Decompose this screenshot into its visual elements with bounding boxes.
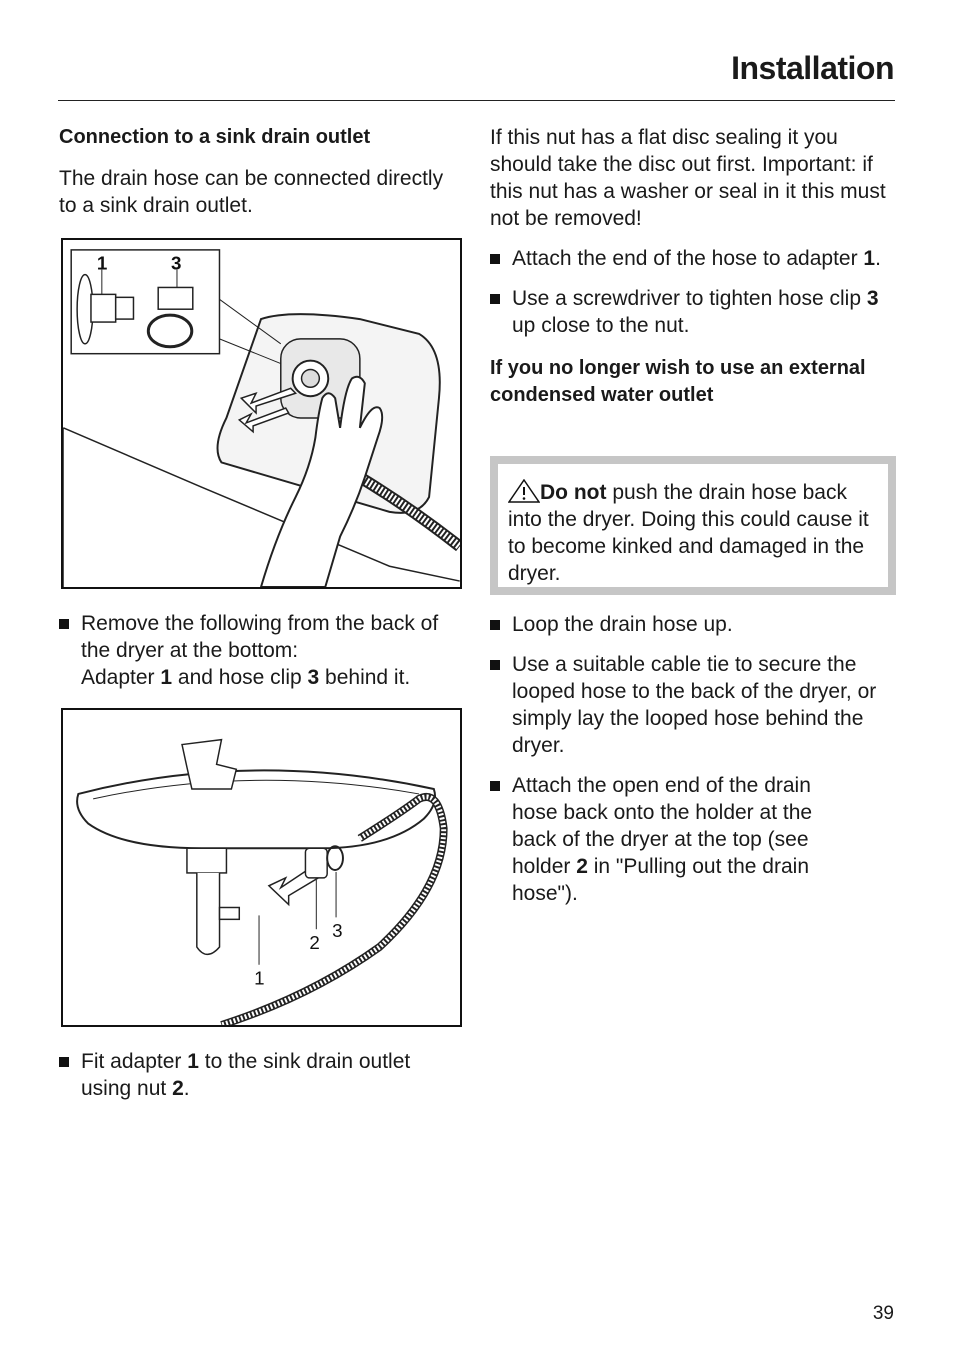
- figure-remove-adapter-illustration: [63, 240, 460, 587]
- figure1-label-3: 3: [171, 252, 182, 274]
- bullet-holder-post: in "Pulling out the drain hose").: [512, 855, 810, 905]
- bullet-holder-num: 2: [576, 855, 588, 878]
- bullet-attach-pre: Attach the end of the hose to adapter: [512, 247, 864, 270]
- figure-sink-drain-illustration: [63, 710, 460, 1025]
- warning-bold: Do not: [540, 481, 607, 504]
- bullet-remove-num2: 3: [307, 666, 320, 689]
- figure2-label-2: 2: [309, 931, 320, 953]
- bullet-fit-num1: 1: [187, 1050, 199, 1073]
- bullet-tighten-num: 3: [866, 287, 879, 310]
- header-rule: [58, 100, 895, 101]
- figure-remove-adapter: [61, 238, 462, 589]
- left-bullet-list-2: [59, 1048, 454, 1102]
- bullet-fit-pre: Fit adapter: [81, 1050, 188, 1073]
- bullet-remove-mid: and hose clip: [172, 666, 308, 689]
- figure-sink-drain: [61, 708, 462, 1027]
- right-bullet-list: [490, 611, 895, 907]
- bullet-tighten-pre: Use a screwdriver to tighten hose clip: [512, 287, 867, 310]
- bullet-remove-line1: Remove the following from the back of the dryer at the bottom:: [81, 612, 439, 662]
- warning-text: push the drain hose back into the dryer. Doing this could cause it to become kinked and damaged in the dryer.: [508, 481, 869, 585]
- bullet-fit-post: .: [183, 1077, 190, 1100]
- bullet-attach-num: 1: [863, 247, 876, 270]
- page-number: 39: [872, 1303, 894, 1324]
- right-intro-paragraph: If this nut has a flat disc sealing it you should take the disc out first. Important: if this nut has a washer or seal in it this must not be removed!: [490, 126, 886, 230]
- bullet-loop-hose: Loop the drain hose up.: [490, 611, 895, 638]
- figure2-label-3: 3: [332, 920, 343, 942]
- section-heading: Connection to a sink drain outlet: [59, 126, 371, 148]
- bullet-attach-post: .: [875, 247, 881, 270]
- bullet-attach-hose: [490, 245, 898, 272]
- warning-content: [498, 464, 888, 587]
- bullet-cable-tie: Use a suitable cable tie to secure the looped hose to the back of the dryer, or simply lay the looped hose behind the dryer.: [490, 651, 895, 759]
- left-bullet-list-1: [59, 610, 454, 691]
- bullet-tighten-clip: [490, 285, 898, 339]
- intro-paragraph: The drain hose can be connected directly to a sink drain outlet.: [59, 167, 444, 217]
- bullet-attach-holder: [490, 772, 852, 907]
- page-title: Installation: [731, 50, 894, 86]
- bullet-remove-pre: Adapter: [81, 666, 161, 689]
- warning-triangle-icon: [508, 479, 540, 503]
- bullet-tighten-post: up close to the nut.: [512, 314, 690, 337]
- bullet-remove-post: behind it.: [319, 666, 411, 689]
- bullet-fit-mid: to the sink drain outlet using nut: [81, 1050, 411, 1100]
- bullet-holder-pre: Attach the open end of the drain hose back onto the holder at the back of the dryer at the top (see holder: [512, 774, 813, 878]
- bullet-remove-num1: 1: [160, 666, 173, 689]
- figure2-label-1: 1: [254, 967, 265, 989]
- figure1-label-1: 1: [96, 252, 108, 274]
- right-section-heading: If you no longer wish to use an external condensed water outlet: [490, 357, 866, 406]
- right-column: [490, 124, 898, 409]
- left-column: [59, 124, 454, 219]
- warning-box: [490, 456, 896, 595]
- bullet-remove-adapter: [59, 610, 454, 691]
- bullet-fit-num2: 2: [172, 1077, 184, 1100]
- bullet-fit-adapter: [59, 1048, 454, 1102]
